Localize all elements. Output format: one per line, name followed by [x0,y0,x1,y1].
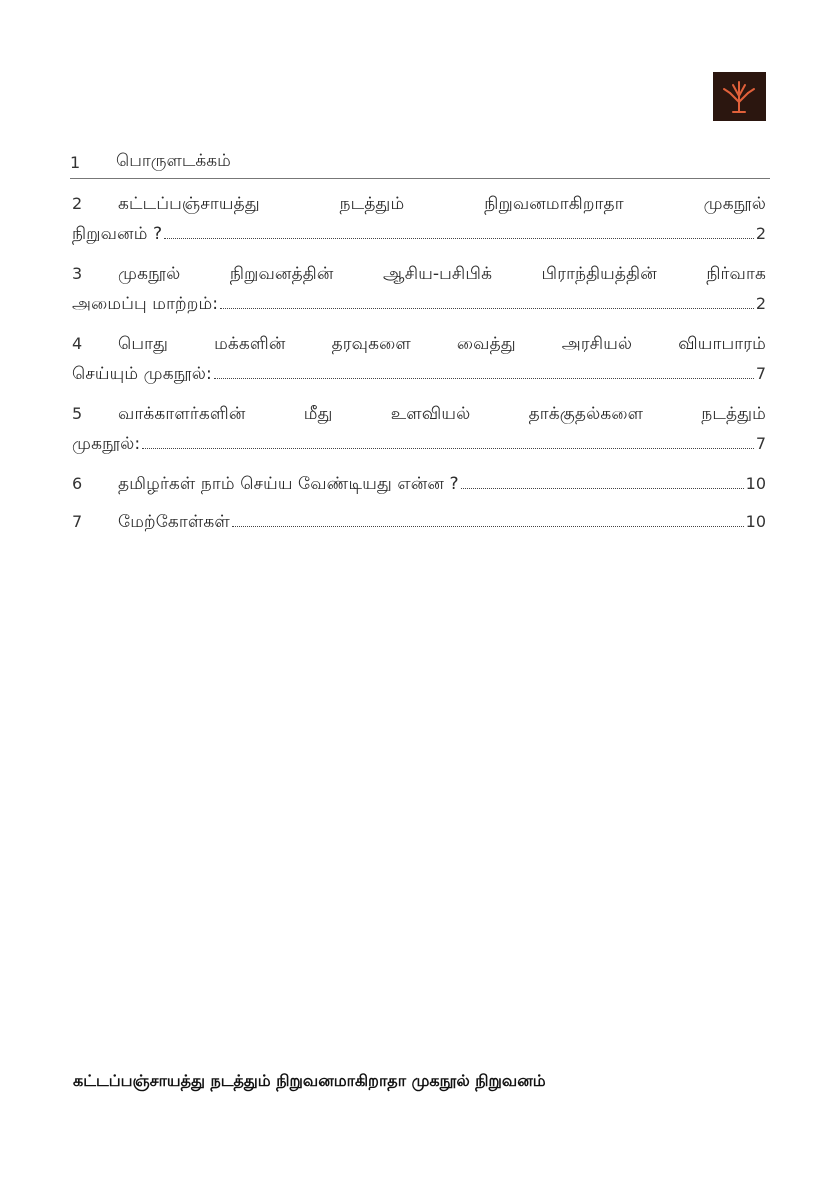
toc-entry-number: 7 [72,512,83,531]
title-word: மக்களின் [214,334,286,354]
toc-entry-title-line1 [118,334,766,356]
title-word: முகநூல் [118,264,181,284]
title-word: அரசியல் [561,334,633,354]
title-word: நிர்வாக [706,264,766,284]
toc-entry-title-line1 [118,194,766,216]
title-word: கட்டப்பஞ்சாயத்து [118,194,260,214]
title-word: வியாபாரம் [678,334,766,354]
dot-leader [220,307,754,309]
toc-entry-page-number: 7 [755,434,766,453]
title-word: நடத்தும் [701,404,766,424]
dot-leader [142,447,754,449]
title-word: நடத்தும் [339,194,405,214]
title-word: நிறுவனத்தின் [229,264,334,284]
logo [713,72,766,121]
toc-entry-title: தமிழர்கள் நாம் செய்ய வேண்டியது என்ன ? [118,474,459,494]
title-word: வைத்து [456,334,516,354]
toc-entry-number: 3 [72,264,83,283]
title-word: வாக்காளர்களின் [118,404,246,424]
toc-entry-number: 4 [72,334,83,353]
toc-entry-title-line2: செய்யும் முகநூல்: [72,364,212,384]
title-word: நிறுவனமாகிறாதா [484,194,624,214]
page-footer: கட்டப்பஞ்சாயத்து நடத்தும் நிறுவனமாகிறாதா முகநூல் நிறுவனம் [73,1071,546,1090]
toc-entry-page-number: 10 [745,474,766,493]
toc-heading [70,146,770,179]
title-word: மீது [303,404,333,424]
toc-entry-title-line2: முகநூல்: [72,434,141,454]
title-word: தரவுகளை [331,334,411,354]
toc-entry-page-number: 2 [755,294,766,313]
title-word: உளவியல் [390,404,471,424]
title-word: பிராந்தியத்தின் [541,264,657,284]
toc-entry-number: 2 [72,194,83,213]
title-word: முகநூல் [703,194,766,214]
dot-leader [214,377,754,379]
dot-leader [164,237,754,239]
toc-entry[interactable] [72,512,766,542]
title-word: தாக்குதல்களை [528,404,644,424]
toc-heading-title: பொருளடக்கம் [116,151,231,171]
title-word: ஆசிய-பசிபிக் [383,264,493,284]
toc-entry[interactable] [72,474,766,504]
toc-entry[interactable] [72,334,766,394]
toc-entry[interactable] [72,264,766,324]
toc-entry-page-number: 2 [755,224,766,243]
toc-entry-title-line2: அமைப்பு மாற்றம்: [72,294,219,314]
toc-heading-number: 1 [70,152,81,172]
tree-logo-icon [713,72,766,121]
toc-entry[interactable] [72,404,766,464]
toc-entry-title-line1 [118,404,766,426]
toc-entry-title: மேற்கோள்கள் [118,512,230,532]
toc-entry-number: 5 [72,404,83,423]
toc-entry-page-number: 7 [755,364,766,383]
dot-leader [232,525,744,527]
toc-entry-title-line1 [118,264,766,286]
toc-entry[interactable] [72,194,766,254]
title-word: பொது [118,334,169,354]
toc-entry-title-line2: நிறுவனம் ? [72,224,163,244]
dot-leader [461,487,744,489]
toc-entry-number: 6 [72,474,83,493]
toc-entry-page-number: 10 [745,512,766,531]
